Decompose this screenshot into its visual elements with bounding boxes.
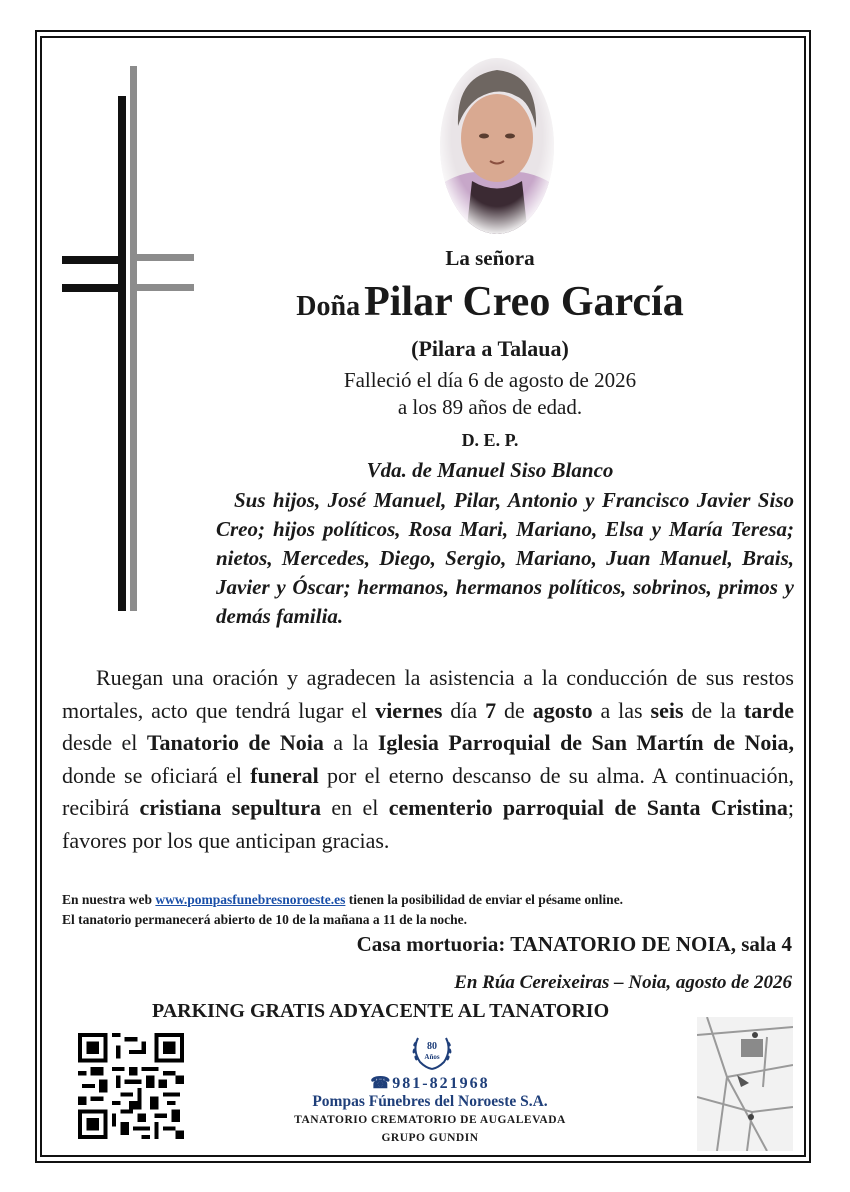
logo-number: 80 — [427, 1041, 437, 1052]
company-phone[interactable]: ☎981-821968 — [370, 1075, 490, 1092]
place-date: En Rúa Cereixeiras – Noia, agosto de 2026 — [454, 972, 792, 993]
company-subtitle: TANATORIO CREMATORIO DE AUGALEVADA — [294, 1114, 566, 1126]
web-note: En nuestra web www.pompasfunebresnoroeste.es tienen la posibilidad de enviar el pésame online. — [62, 892, 624, 907]
honorific: La señora — [445, 246, 535, 270]
notes — [62, 890, 802, 930]
deceased-name — [190, 278, 790, 326]
funeral-home: Casa mortuoria: TANATORIO DE NOIA, sala 4 — [356, 932, 792, 956]
location-map-icon[interactable] — [697, 1017, 793, 1151]
age: a los 89 años de edad. — [397, 395, 583, 419]
parking-note: PARKING GRATIS ADYACENTE AL TANATORIO — [152, 1000, 610, 1022]
widow-of: Vda. de Manuel Siso Blanco — [366, 458, 614, 482]
name-prefix: Doña — [296, 291, 361, 322]
rip: D. E. P. — [461, 430, 519, 450]
portrait-photo — [438, 56, 556, 236]
anniversary-logo-icon — [408, 1030, 456, 1072]
family-list: Sus hijos, José Manuel, Pilar, Antonio y Francisco Javier Siso Creo; hijos políticos, Rosa Mari, Mariano, Elsa y María Teresa; nietos, Mercedes, Diego, Sergio, Mariano, Juan Manuel, Brais, Javier y Óscar; hermanos, hermanos políticos, sobrinos, primos y demás familia. — [216, 488, 794, 628]
logo-text: Años — [424, 1053, 440, 1061]
ceremony-text: Ruegan una oración y agradecen la asistencia a la conducción de sus restos mortales, acto que tendrá lugar el viernes día 7 de agosto a las seis de la tarde desde el Tanatorio de Noia a la Iglesia Parroquial de San Martín de Noia, donde se oficiará el funeral por el eterno descanso de su alma. A continuación, recibirá cristiana sepultura en el cementerio parroquial de Santa Cristina; favores por los que anticipan gracias. — [62, 665, 795, 853]
qr-code-icon[interactable] — [78, 1033, 184, 1139]
hours-note: El tanatorio permanecerá abierto de 10 de la mañana a 11 de la noche. — [62, 912, 467, 927]
death-date: Falleció el día 6 de agosto de 2026 — [343, 368, 637, 392]
name-main: Pilar Creo García — [364, 279, 684, 325]
cross-icon — [62, 66, 197, 611]
company-name: Pompas Fúnebres del Noroeste S.A. — [312, 1093, 548, 1110]
company-group: GRUPO GUNDIN — [381, 1132, 479, 1144]
website-link[interactable]: www.pompasfunebresnoroeste.es — [155, 892, 346, 907]
nickname: (Pilara a Talaua) — [411, 336, 569, 361]
